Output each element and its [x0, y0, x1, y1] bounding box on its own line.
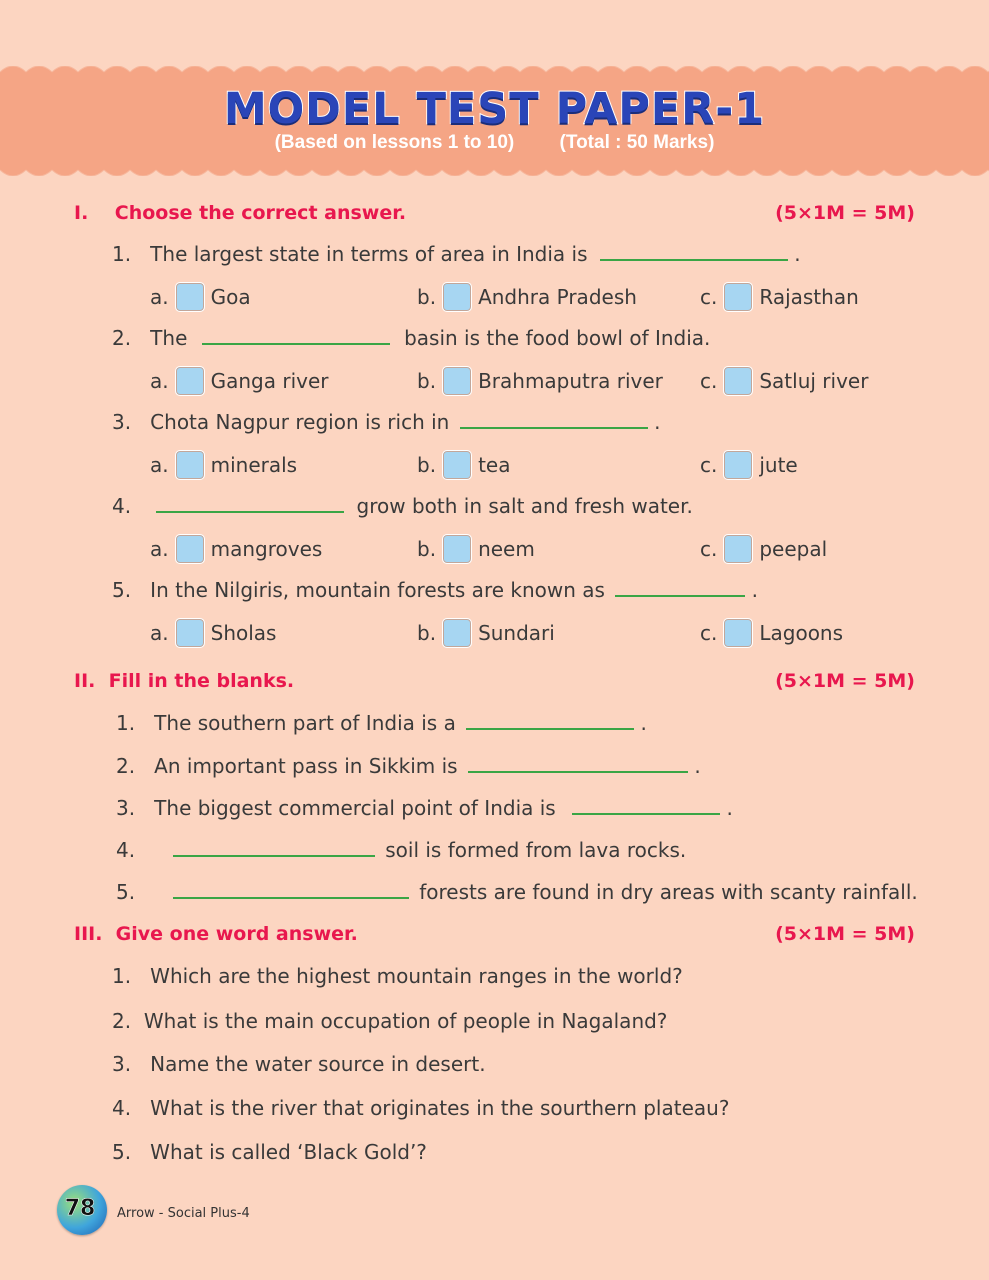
fill-question-1	[116, 711, 647, 735]
question-number: 1.	[112, 242, 132, 266]
section-marks-3: (5×1M = 5M)	[775, 923, 915, 945]
checkbox[interactable]	[175, 282, 205, 312]
checkbox[interactable]	[175, 618, 205, 648]
option-letter: a.	[150, 453, 169, 477]
checkbox[interactable]	[442, 618, 472, 648]
option-5c[interactable]	[700, 618, 843, 648]
option-letter: c.	[700, 537, 718, 561]
checkbox[interactable]	[442, 534, 472, 564]
option-letter: c.	[700, 621, 718, 645]
question-text-end: .	[694, 754, 701, 778]
based-on-lessons: (Based on lessons 1 to 10)	[274, 132, 515, 153]
fill-question-4	[116, 838, 686, 862]
mcq-question-4	[112, 494, 693, 518]
page-title: MODEL TEST PAPER-1	[223, 84, 766, 134]
option-text: Brahmaputra river	[478, 369, 663, 393]
option-letter: a.	[150, 537, 169, 561]
option-text: peepal	[759, 537, 828, 561]
option-3b[interactable]	[417, 450, 510, 480]
option-letter: b.	[417, 369, 437, 393]
option-5a[interactable]	[150, 618, 276, 648]
book-title: Arrow - Social Plus-4	[117, 1206, 250, 1221]
option-text: minerals	[210, 453, 298, 477]
option-4c[interactable]	[700, 534, 827, 564]
option-text: jute	[759, 453, 798, 477]
question-number: 4.	[112, 494, 132, 518]
question-number: 4.	[116, 838, 136, 862]
question-text: What is the river that originates in the sourthern plateau?	[150, 1096, 730, 1120]
question-text-end: .	[654, 410, 661, 434]
option-letter: c.	[700, 369, 718, 393]
page-subtitle	[0, 132, 989, 154]
one-word-question-1	[112, 964, 683, 988]
option-letter: b.	[417, 621, 437, 645]
option-1c[interactable]	[700, 282, 859, 312]
option-letter: a.	[150, 369, 169, 393]
option-4b[interactable]	[417, 534, 535, 564]
option-letter: c.	[700, 285, 718, 309]
option-letter: a.	[150, 285, 169, 309]
option-text: Goa	[210, 285, 251, 309]
question-number: 1.	[112, 964, 132, 988]
option-1b[interactable]	[417, 282, 637, 312]
question-text-end: grow both in salt and fresh water.	[356, 494, 693, 518]
banner-scallop-bottom	[0, 164, 989, 176]
option-text: neem	[478, 537, 535, 561]
question-text: The	[150, 326, 188, 350]
question-text-end: basin is the food bowl of India.	[404, 326, 711, 350]
question-number: 4.	[112, 1096, 132, 1120]
option-3c[interactable]	[700, 450, 798, 480]
question-number: 3.	[116, 796, 136, 820]
question-text-end: forests are found in dry areas with scanty rainfall.	[419, 880, 918, 904]
answer-blank[interactable]	[600, 245, 788, 261]
question-text: What is called ‘Black Gold’?	[150, 1140, 427, 1164]
question-number: 2.	[112, 326, 132, 350]
fill-question-2	[116, 754, 701, 778]
question-text: Which are the highest mountain ranges in the world?	[150, 964, 683, 988]
question-text: Chota Nagpur region is rich in	[150, 410, 450, 434]
question-text: The biggest commercial point of India is	[154, 796, 556, 820]
one-word-question-5	[112, 1140, 427, 1164]
banner-scallop-top	[0, 66, 989, 78]
option-4a[interactable]	[150, 534, 322, 564]
option-3a[interactable]	[150, 450, 297, 480]
fill-question-5	[116, 880, 918, 904]
question-number: 1.	[116, 711, 136, 735]
section-heading-3: III. Give one word answer.	[74, 923, 358, 945]
mcq-question-2	[112, 326, 710, 350]
checkbox[interactable]	[442, 366, 472, 396]
question-text-end: .	[794, 242, 801, 266]
option-letter: b.	[417, 537, 437, 561]
option-letter: b.	[417, 285, 437, 309]
checkbox[interactable]	[442, 282, 472, 312]
checkbox[interactable]	[723, 534, 753, 564]
mcq-question-3	[112, 410, 660, 434]
question-text-end: .	[726, 796, 733, 820]
answer-blank[interactable]	[466, 714, 634, 730]
question-number: 5.	[112, 1140, 132, 1164]
option-letter: b.	[417, 453, 437, 477]
answer-blank[interactable]	[460, 413, 648, 429]
fill-question-3	[116, 796, 733, 820]
checkbox[interactable]	[723, 618, 753, 648]
one-word-question-4	[112, 1096, 729, 1120]
section-heading-1: I. Choose the correct answer.	[74, 202, 407, 224]
option-text: mangroves	[210, 537, 323, 561]
mcq-question-1	[112, 242, 801, 266]
option-text: Sundari	[478, 621, 555, 645]
checkbox[interactable]	[723, 450, 753, 480]
option-2c[interactable]	[700, 366, 868, 396]
checkbox[interactable]	[175, 366, 205, 396]
mcq-question-5	[112, 578, 758, 602]
question-number: 3.	[112, 410, 132, 434]
option-1a[interactable]	[150, 282, 251, 312]
question-number: 2.	[112, 1009, 132, 1033]
question-number: 2.	[116, 754, 136, 778]
question-text-end: .	[640, 711, 647, 735]
option-letter: a.	[150, 621, 169, 645]
question-text: The largest state in terms of area in India is	[150, 242, 588, 266]
question-text: The southern part of India is a	[154, 711, 456, 735]
question-number: 5.	[112, 578, 132, 602]
question-number: 3.	[112, 1052, 132, 1076]
total-marks: (Total : 50 Marks)	[559, 132, 715, 153]
question-text: In the Nilgiris, mountain forests are known as	[150, 578, 605, 602]
checkbox[interactable]	[723, 282, 753, 312]
checkbox[interactable]	[723, 366, 753, 396]
option-text: Ganga river	[210, 369, 329, 393]
section-marks-1: (5×1M = 5M)	[775, 202, 915, 224]
option-text: Andhra Pradesh	[478, 285, 637, 309]
answer-blank[interactable]	[156, 497, 344, 513]
one-word-question-2	[112, 1009, 667, 1033]
question-text: An important pass in Sikkim is	[154, 754, 458, 778]
option-letter: c.	[700, 453, 718, 477]
answer-blank[interactable]	[615, 581, 745, 597]
checkbox[interactable]	[442, 450, 472, 480]
question-text-end: .	[751, 578, 759, 602]
answer-blank[interactable]	[572, 799, 720, 815]
option-2a[interactable]	[150, 366, 329, 396]
question-text: Name the water source in desert.	[150, 1052, 486, 1076]
option-text: Lagoons	[759, 621, 844, 645]
option-text: Rajasthan	[759, 285, 859, 309]
option-2b[interactable]	[417, 366, 663, 396]
answer-blank[interactable]	[202, 329, 390, 345]
option-text: tea	[478, 453, 511, 477]
question-text-end: soil is formed from lava rocks.	[385, 838, 687, 862]
one-word-question-3	[112, 1052, 486, 1076]
answer-blank[interactable]	[173, 883, 409, 899]
section-marks-2: (5×1M = 5M)	[775, 670, 915, 692]
section-heading-2: II. Fill in the blanks.	[74, 670, 295, 692]
page-number: 78	[64, 1196, 96, 1221]
option-text: Sholas	[210, 621, 277, 645]
question-number: 5.	[116, 880, 136, 904]
checkbox[interactable]	[175, 534, 205, 564]
checkbox[interactable]	[175, 450, 205, 480]
answer-blank[interactable]	[468, 757, 688, 773]
option-text: Satluj river	[759, 369, 869, 393]
answer-blank[interactable]	[173, 841, 375, 857]
option-5b[interactable]	[417, 618, 555, 648]
question-text: What is the main occupation of people in Nagaland?	[143, 1009, 668, 1033]
